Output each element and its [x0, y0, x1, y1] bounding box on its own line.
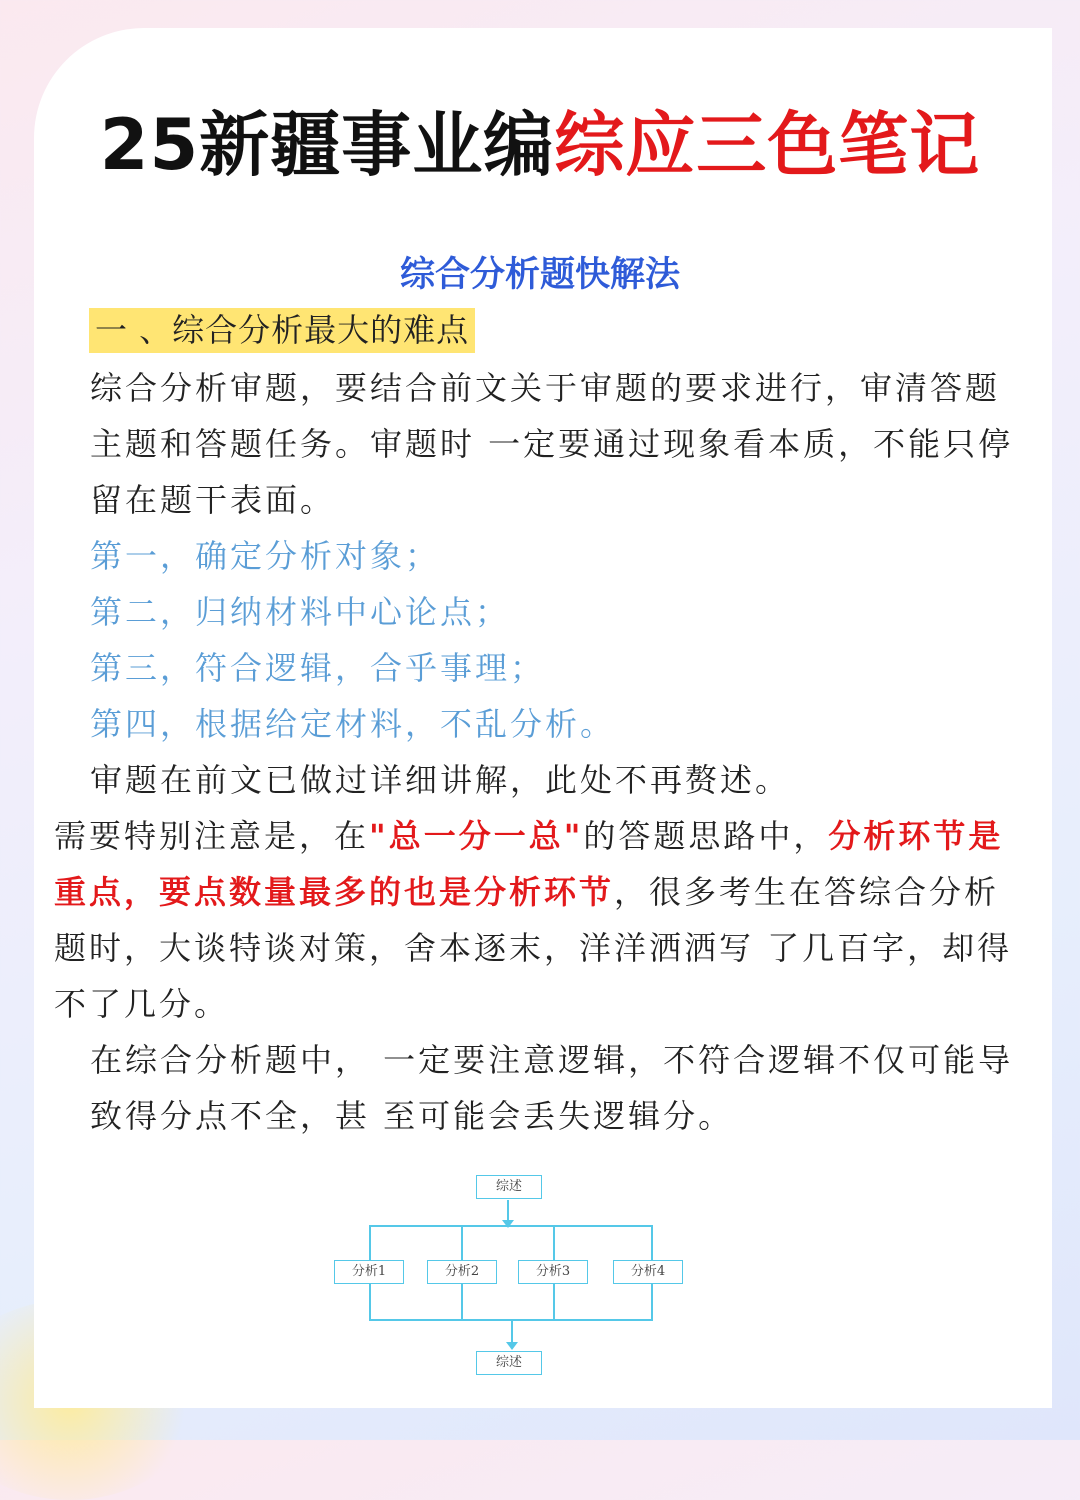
step-item-3: 第三，符合逻辑，合乎事理；	[90, 649, 546, 687]
diagram-branch-node-4: 分析4	[613, 1260, 683, 1284]
step-item-4: 第四，根据给定材料，不乱分析。	[90, 705, 616, 743]
attention-text-2: 的答题思路中，	[583, 817, 829, 855]
body-text-top	[54, 360, 1034, 1144]
diagram-branch-node-3: 分析3	[518, 1260, 588, 1284]
diagram-bottom-node: 综述	[476, 1351, 542, 1375]
attention-text-3: ，很多考生在答综合分析题时，大谈特谈对策，舍本逐末，洋洋洒洒写 了几百字，却得不了几分。	[54, 873, 1013, 1023]
paragraph-note: 审题在前文已做过详细讲解，此处不再赘述。	[90, 761, 791, 799]
paragraph-intro: 综合分析审题，要结合前文关于审题的要求进行，审清答题主题和答题任务。审题时 一定要通过现象看本质，不能只停留在题干表面。	[90, 369, 1014, 519]
structure-diagram	[330, 1168, 690, 1380]
step-item-2: 第二，归纳材料中心论点；	[90, 593, 511, 631]
diagram-branch-node-1: 分析1	[334, 1260, 404, 1284]
section-subtitle: 综合分析题快解法	[399, 255, 680, 295]
page-title	[0, 100, 1080, 190]
diagram-top-node: 综述	[476, 1175, 542, 1199]
title-part-black: 25新疆事业编	[99, 104, 555, 186]
title-part-red: 综应三色笔记	[554, 104, 981, 186]
attention-highlight: 分析环节是重点，要点数量最多的也是分析环节	[54, 817, 1004, 911]
attention-quote: "总一分一总"	[369, 817, 584, 855]
section-heading: 一 、综合分析最大的难点	[89, 308, 475, 353]
paragraph-attention	[54, 808, 1034, 1032]
attention-text-1: 需要特别注意是，在	[54, 817, 370, 855]
paragraph-logic: 在综合分析题中， 一定要注意逻辑，不符合逻辑不仅可能导致得分点不全，甚 至可能会丢失逻辑分。	[90, 1041, 1014, 1135]
diagram-branch-node-2: 分析2	[427, 1260, 497, 1284]
step-item-1: 第一，确定分析对象；	[90, 537, 441, 575]
